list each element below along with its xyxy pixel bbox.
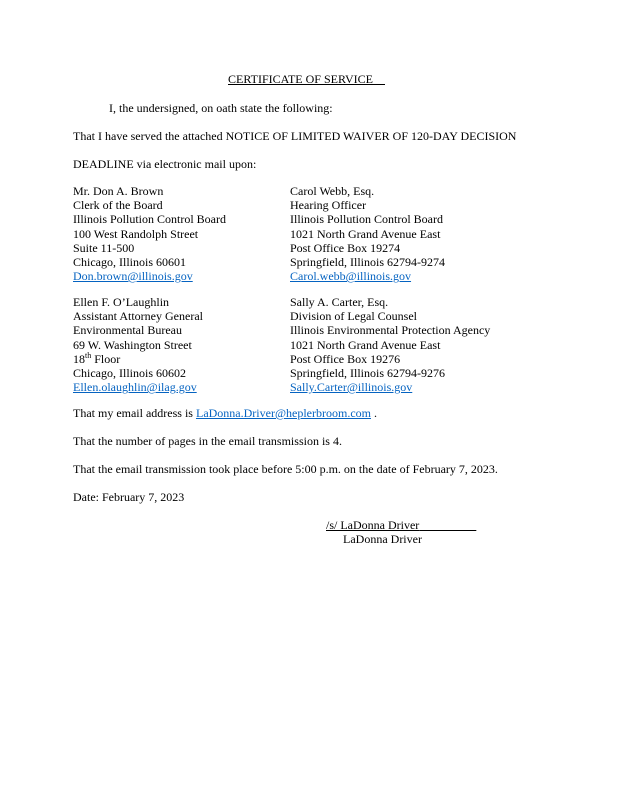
address-line: 100 West Randolph Street bbox=[73, 226, 199, 241]
email-link-olaughlin[interactable]: Ellen.olaughlin@ilag.gov bbox=[73, 380, 197, 395]
email-statement: That my email address is LaDonna.Driver@heplerbroom.com . bbox=[73, 406, 377, 420]
signer-name: LaDonna Driver bbox=[343, 532, 422, 546]
recipient-block-webb bbox=[290, 184, 445, 283]
my-email-link[interactable]: LaDonna.Driver@heplerbroom.com bbox=[195, 406, 371, 420]
address-line: 1021 North Grand Avenue East bbox=[290, 226, 441, 241]
address-line: Springfield, Illinois 62794-9274 bbox=[290, 254, 445, 269]
signature-line: /s/ LaDonna Driver bbox=[326, 518, 420, 532]
address-line: Division of Legal Counsel bbox=[290, 309, 417, 324]
time-statement: That the email transmission took place before 5:00 p.m. on the date of February 7, 2023. bbox=[73, 462, 498, 476]
address-line: Environmental Bureau bbox=[73, 323, 182, 338]
page-title: CERTIFICATE OF SERVICE bbox=[228, 72, 373, 86]
address-line: Chicago, Illinois 60602 bbox=[73, 365, 186, 380]
email-link-carter[interactable]: Sally.Carter@illinois.gov bbox=[290, 380, 413, 395]
address-line: 69 W. Washington Street bbox=[73, 337, 192, 352]
address-line: Post Office Box 19276 bbox=[290, 351, 401, 366]
address-line: Illinois Environmental Protection Agency bbox=[290, 323, 491, 338]
address-line: 1021 North Grand Avenue East bbox=[290, 337, 441, 352]
email-link-brown[interactable]: Don.brown@illinois.gov bbox=[73, 269, 193, 284]
email-link-webb[interactable]: Carol.webb@illinois.gov bbox=[290, 269, 412, 284]
address-line: Assistant Attorney General bbox=[73, 309, 203, 324]
intro-text: I, the undersigned, on oath state the following: bbox=[109, 101, 333, 115]
address-line: Post Office Box 19274 bbox=[290, 240, 401, 255]
address-line-floor: 18th Floor bbox=[73, 350, 121, 366]
address-line: Clerk of the Board bbox=[73, 198, 163, 213]
address-line: Carol Webb, Esq. bbox=[290, 184, 375, 198]
address-line: Chicago, Illinois 60601 bbox=[73, 254, 186, 269]
recipient-block-olaughlin bbox=[73, 295, 203, 394]
address-line: Illinois Pollution Control Board bbox=[290, 212, 444, 227]
address-line: Suite 11-500 bbox=[73, 240, 135, 255]
address-line: Springfield, Illinois 62794-9276 bbox=[290, 365, 445, 380]
recipient-block-brown bbox=[73, 184, 226, 283]
served-statement-line-1: That I have served the attached NOTICE OF LIMITED WAIVER OF 120-DAY DECISION bbox=[73, 129, 517, 143]
recipient-block-carter bbox=[290, 295, 490, 394]
address-line: Illinois Pollution Control Board bbox=[73, 212, 227, 227]
date-line: Date: February 7, 2023 bbox=[73, 490, 185, 504]
address-line: Hearing Officer bbox=[290, 198, 367, 213]
served-statement-line-2: DEADLINE via electronic mail upon: bbox=[73, 157, 257, 171]
address-line: Mr. Don A. Brown bbox=[73, 184, 164, 198]
pages-statement: That the number of pages in the email transmission is 4. bbox=[73, 434, 342, 448]
address-line: Ellen F. O’Laughlin bbox=[73, 295, 170, 309]
address-line: Sally A. Carter, Esq. bbox=[290, 295, 389, 309]
